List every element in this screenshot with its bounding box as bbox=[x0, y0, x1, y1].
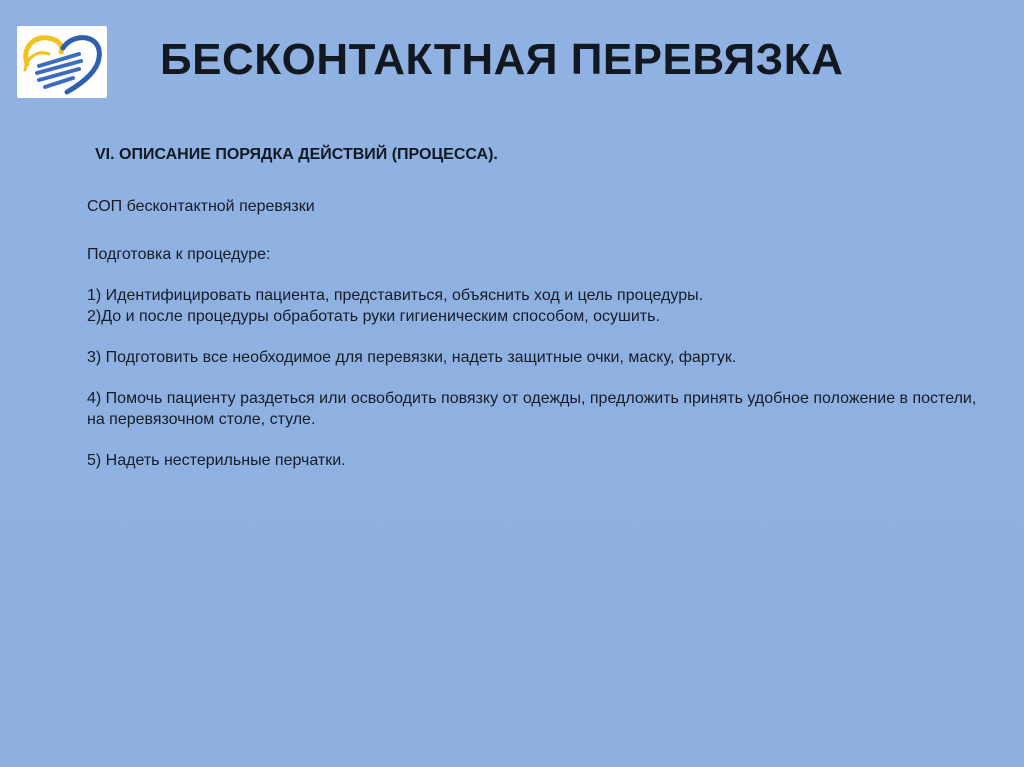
preparation-label: Подготовка к процедуре: bbox=[87, 246, 271, 263]
section-heading: VI. ОПИСАНИЕ ПОРЯДКА ДЕЙСТВИЙ (ПРОЦЕССА). bbox=[95, 146, 498, 163]
step-4: 4) Помочь пациенту раздеться или освободить повязку от одежды, предложить принять удобное положение в постели, на перевязочном столе, стуле. bbox=[87, 390, 977, 428]
step-5: 5) Надеть нестерильные перчатки. bbox=[87, 452, 346, 469]
step-1: 1) Идентифицировать пациента, представиться, объяснить ход и цель процедуры. bbox=[87, 287, 704, 304]
heart-hands-logo-icon bbox=[17, 26, 107, 98]
content-body bbox=[87, 196, 987, 471]
logo bbox=[17, 26, 107, 98]
sop-title: СОП бесконтактной перевязки bbox=[87, 198, 315, 215]
step-3: 3) Подготовить все необходимое для перевязки, надеть защитные очки, маску, фартук. bbox=[87, 349, 737, 366]
slide-title: БЕСКОНТАКТНАЯ ПЕРЕВЯЗКА bbox=[160, 35, 844, 84]
step-2: 2)До и после процедуры обработать руки гигиеническим способом, осушить. bbox=[87, 308, 660, 325]
